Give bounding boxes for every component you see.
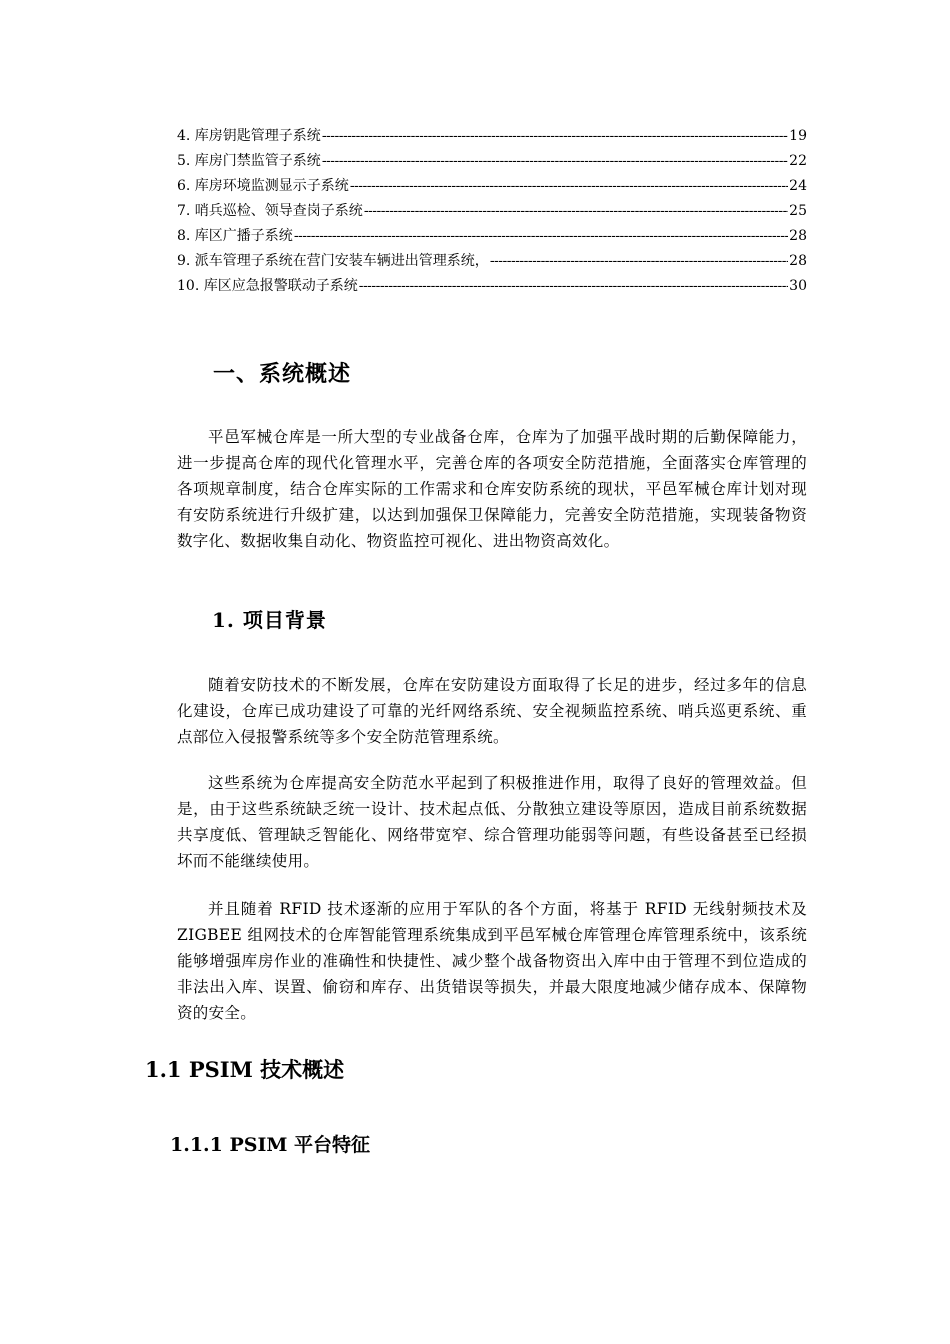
toc-leader — [490, 249, 788, 274]
toc-leader — [322, 149, 788, 174]
toc-leader — [359, 274, 788, 299]
toc-leader — [322, 124, 788, 149]
toc-entry[interactable] — [177, 224, 807, 249]
toc-entry-page: 25 — [789, 203, 807, 219]
toc-entry-label: 10. 库区应急报警联动子系统 — [177, 278, 358, 294]
toc-entry-label: 6. 库房环境监测显示子系统 — [177, 178, 349, 194]
table-of-contents — [177, 124, 807, 299]
toc-entry[interactable] — [177, 274, 807, 299]
toc-entry-label: 5. 库房门禁监管子系统 — [177, 153, 321, 169]
toc-entry-page: 24 — [789, 178, 807, 194]
toc-entry[interactable] — [177, 149, 807, 174]
overview-paragraph: 平邑军械仓库是一所大型的专业战备仓库，仓库为了加强平战时期的后勤保障能力，进一步提高仓库的现代化管理水平，完善仓库的各项安全防范措施，全面落实仓库管理的各项规章制度，结合仓库实际的工作需求和仓库安防系统的现状，平邑军械仓库计划对现有安防系统进行升级扩建，以达到加强保卫保障能力，完善安全防范措施，实现装备物资数字化、数据收集自动化、物资监控可视化、进出物资高效化。 — [177, 428, 807, 550]
toc-entry-page: 28 — [789, 253, 807, 269]
section-heading-psim-features: 1.1.1 PSIM 平台特征 — [170, 1134, 371, 1156]
toc-entry[interactable] — [177, 174, 807, 199]
toc-entry-page: 28 — [789, 228, 807, 244]
toc-entry-page: 30 — [789, 278, 807, 294]
section-heading-system-overview: 一、系统概述 — [213, 361, 352, 387]
section-heading-psim-overview: 1.1 PSIM 技术概述 — [145, 1057, 345, 1082]
toc-entry[interactable] — [177, 199, 807, 224]
toc-entry-label: 9. 派车管理子系统在营门安装车辆进出管理系统， — [177, 253, 489, 269]
section-heading-project-background: 1. 项目背景 — [212, 608, 327, 632]
background-paragraph-1: 随着安防技术的不断发展，仓库在安防建设方面取得了长足的进步，经过多年的信息化建设，仓库已成功建设了可靠的光纤网络系统、安全视频监控系统、哨兵巡更系统、重点部位入侵报警系统等多个安全防范管理系统。 — [177, 676, 807, 746]
toc-entry[interactable] — [177, 249, 807, 274]
toc-leader — [364, 199, 788, 224]
toc-leader — [350, 174, 788, 199]
toc-entry-label: 7. 哨兵巡检、领导查岗子系统 — [177, 203, 363, 219]
background-paragraph-3: 并且随着 RFID 技术逐渐的应用于军队的各个方面，将基于 RFID 无线射频技术及 ZIGBEE 组网技术的仓库智能管理系统集成到平邑军械仓库管理仓库管理系统中，该系统能够增强库房作业的准确性和快捷性、减少整个战备物资出入库中由于管理不到位造成的非法出入库、误置、偷窃和库存、出货错误等损失，并最大限度地减少储存成本、保障物资的安全。 — [177, 900, 807, 1022]
toc-entry-label: 4. 库房钥匙管理子系统 — [177, 128, 321, 144]
background-paragraph-2: 这些系统为仓库提高安全防范水平起到了积极推进作用，取得了良好的管理效益。但是，由于这些系统缺乏统一设计、技术起点低、分散独立建设等原因，造成目前系统数据共享度低、管理缺乏智能化、网络带宽窄、综合管理功能弱等问题，有些设备甚至已经损坏而不能继续使用。 — [177, 774, 807, 870]
toc-entry-page: 22 — [789, 153, 807, 169]
toc-entry-page: 19 — [789, 128, 807, 144]
toc-entry-label: 8. 库区广播子系统 — [177, 228, 293, 244]
toc-leader — [294, 224, 788, 249]
toc-entry[interactable] — [177, 124, 807, 149]
